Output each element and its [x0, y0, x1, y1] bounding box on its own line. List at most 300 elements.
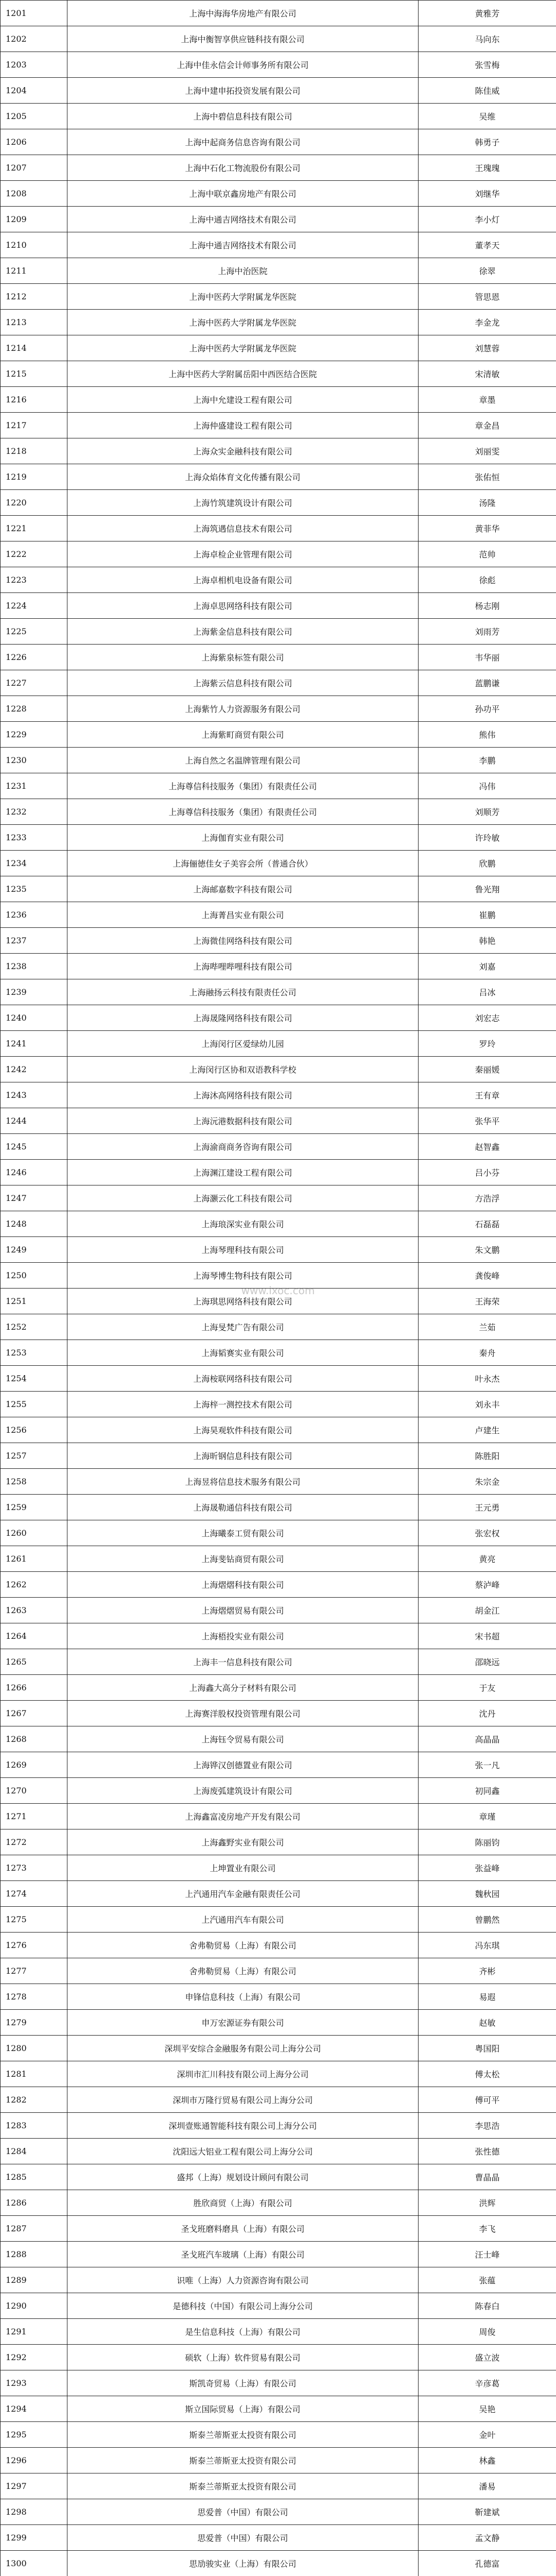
table-row: [1, 1, 556, 26]
table-row: [1, 78, 556, 104]
table-row: [1, 1417, 556, 1443]
company-name: 上海昱将信息技术服务有限公司: [67, 1469, 419, 1495]
row-number: 1227: [1, 670, 67, 696]
company-name: 上海琴理科技有限公司: [67, 1237, 419, 1263]
person-name: 吴维: [419, 104, 556, 129]
table-row: [1, 748, 556, 773]
company-name: 盛邦（上海）规划设计顾问有限公司: [67, 2164, 419, 2190]
table-row: [1, 1108, 556, 1134]
company-name: 上海中石化工物流股份有限公司: [67, 155, 419, 181]
person-name: 徐彪: [419, 567, 556, 593]
row-number: 1280: [1, 2036, 67, 2061]
row-number: 1288: [1, 2242, 67, 2267]
company-name: 上海众实金融科技有限公司: [67, 438, 419, 464]
company-name: 上海赛洋股权投资管理有限公司: [67, 1701, 419, 1726]
table-row: [1, 2216, 556, 2242]
company-name: 上海伽育实业有限公司: [67, 825, 419, 851]
person-name: 兰茹: [419, 1314, 556, 1340]
person-name: 黄亮: [419, 1546, 556, 1572]
table-row: [1, 26, 556, 52]
person-name: 周俊: [419, 2319, 556, 2345]
person-name: 吴艳: [419, 2396, 556, 2422]
row-number: 1236: [1, 902, 67, 928]
row-number: 1292: [1, 2345, 67, 2370]
table-row: [1, 2345, 556, 2370]
person-name: 沈丹: [419, 1701, 556, 1726]
row-number: 1286: [1, 2190, 67, 2216]
person-name: 韦华丽: [419, 645, 556, 670]
row-number: 1266: [1, 1675, 67, 1701]
company-name: 上海桉联网络科技有限公司: [67, 1366, 419, 1392]
company-name: 上海旻梵广告有限公司: [67, 1314, 419, 1340]
row-number: 1283: [1, 2113, 67, 2139]
row-number: 1278: [1, 1984, 67, 2010]
person-name: 黄菲华: [419, 516, 556, 541]
company-name: 上海韬赛实业有限公司: [67, 1340, 419, 1366]
person-name: 刘宏志: [419, 1005, 556, 1031]
row-number: 1272: [1, 1829, 67, 1855]
table-row: [1, 2113, 556, 2139]
row-number: 1229: [1, 722, 67, 748]
row-number: 1290: [1, 2293, 67, 2319]
company-name: 上海渊江建设工程有限公司: [67, 1160, 419, 1185]
row-number: 1233: [1, 825, 67, 851]
person-name: 王瑰瑰: [419, 155, 556, 181]
table-row: [1, 876, 556, 902]
row-number: 1226: [1, 645, 67, 670]
table-row: [1, 670, 556, 696]
table-row: [1, 1881, 556, 1907]
person-name: 李思浩: [419, 2113, 556, 2139]
person-name: 张蕴: [419, 2267, 556, 2293]
person-name: 吕小芬: [419, 1160, 556, 1185]
table-row: [1, 851, 556, 876]
company-name: 上海沅港数据科技有限公司: [67, 1108, 419, 1134]
table-row: [1, 1134, 556, 1160]
company-name: 上海鑫大高分子材料有限公司: [67, 1675, 419, 1701]
row-number: 1296: [1, 2448, 67, 2473]
person-name: 陈胜阳: [419, 1443, 556, 1469]
row-number: 1238: [1, 954, 67, 979]
table-row: [1, 1933, 556, 1958]
table-row: [1, 1289, 556, 1314]
table-row: [1, 52, 556, 78]
row-number: 1293: [1, 2370, 67, 2396]
table-row: [1, 2448, 556, 2473]
person-name: 卢建生: [419, 1417, 556, 1443]
row-number: 1252: [1, 1314, 67, 1340]
company-name: 上海中碧信息科技有限公司: [67, 104, 419, 129]
row-number: 1245: [1, 1134, 67, 1160]
table-row: [1, 1520, 556, 1546]
table-row: [1, 1366, 556, 1392]
person-name: 李鹏: [419, 748, 556, 773]
row-number: 1273: [1, 1855, 67, 1881]
person-name: 张性德: [419, 2139, 556, 2164]
table-row: [1, 1649, 556, 1675]
person-name: 叶永杰: [419, 1366, 556, 1392]
company-name: 斯泰兰蒂斯亚太投资有限公司: [67, 2422, 419, 2448]
person-name: 胡金江: [419, 1598, 556, 1623]
table-row: [1, 2551, 556, 2576]
person-name: 朱文鹏: [419, 1237, 556, 1263]
row-number: 1241: [1, 1031, 67, 1057]
company-name: 上海仲盛建设工程有限公司: [67, 413, 419, 438]
company-name: 上海中医药大学附属龙华医院: [67, 335, 419, 361]
table-row: [1, 438, 556, 464]
company-name: 圣戈班磨料磨具（上海）有限公司: [67, 2216, 419, 2242]
person-name: 王有章: [419, 1082, 556, 1108]
table-row: [1, 155, 556, 181]
table-row: [1, 516, 556, 541]
person-name: 熊伟: [419, 722, 556, 748]
table-row: [1, 258, 556, 284]
table-row: [1, 2293, 556, 2319]
person-name: 赵敏: [419, 2010, 556, 2036]
row-number: 1294: [1, 2396, 67, 2422]
row-number: 1234: [1, 851, 67, 876]
company-name: 上海中治医院: [67, 258, 419, 284]
table-row: [1, 2139, 556, 2164]
row-number: 1215: [1, 361, 67, 387]
company-name: 圣戈班汽车玻璃（上海）有限公司: [67, 2242, 419, 2267]
company-name: 是德科技（中国）有限公司上海分公司: [67, 2293, 419, 2319]
row-number: 1206: [1, 129, 67, 155]
company-name: 胜欣商贸（上海）有限公司: [67, 2190, 419, 2216]
table-row: [1, 1263, 556, 1289]
person-name: 张益峰: [419, 1855, 556, 1881]
row-number: 1213: [1, 310, 67, 335]
company-name: 上海曦泰工贸有限公司: [67, 1520, 419, 1546]
table-row: [1, 1057, 556, 1082]
table-row: [1, 1572, 556, 1598]
company-name: 上海卓相机电设备有限公司: [67, 567, 419, 593]
person-name: 潘易: [419, 2473, 556, 2499]
row-number: 1207: [1, 155, 67, 181]
company-name: 上汽通用汽车金融有限责任公司: [67, 1881, 419, 1907]
company-name: 上海梓一测控技术有限公司: [67, 1392, 419, 1417]
table-row: [1, 1752, 556, 1778]
person-name: 宋书超: [419, 1623, 556, 1649]
company-name: 上海灏云化工科技有限公司: [67, 1185, 419, 1211]
person-name: 李金龙: [419, 310, 556, 335]
company-name: 上海昕钢信息科技有限公司: [67, 1443, 419, 1469]
company-name: 斯凯奇贸易（上海）有限公司: [67, 2370, 419, 2396]
table-row: [1, 567, 556, 593]
table-row: [1, 1907, 556, 1933]
row-number: 1232: [1, 799, 67, 825]
company-name: 深圳市万隆行贸易有限公司上海分公司: [67, 2087, 419, 2113]
company-name: 思爱普（中国）有限公司: [67, 2525, 419, 2551]
company-name: 上海鑫野实业有限公司: [67, 1829, 419, 1855]
row-number: 1208: [1, 181, 67, 207]
table-row: [1, 2422, 556, 2448]
table-row: [1, 1237, 556, 1263]
table-row: [1, 1392, 556, 1417]
company-name: 上海中起商务信息咨询有限公司: [67, 129, 419, 155]
table-row: [1, 1082, 556, 1108]
company-name: 斯泰兰蒂斯亚太投资有限公司: [67, 2448, 419, 2473]
row-number: 1255: [1, 1392, 67, 1417]
table-row: [1, 696, 556, 722]
company-name: 上海俪徳佳女子美容会所（普通合伙）: [67, 851, 419, 876]
row-number: 1242: [1, 1057, 67, 1082]
table-row: [1, 2525, 556, 2551]
person-name: 范帅: [419, 541, 556, 567]
person-name: 龚俊峰: [419, 1263, 556, 1289]
table-row: [1, 1855, 556, 1881]
person-name: 刘嘉: [419, 954, 556, 979]
table-row: [1, 2164, 556, 2190]
table-row: [1, 104, 556, 129]
row-number: 1271: [1, 1804, 67, 1829]
person-name: 朱宗金: [419, 1469, 556, 1495]
row-number: 1220: [1, 490, 67, 516]
company-name: 上海紫町商贸有限公司: [67, 722, 419, 748]
table-row: [1, 1804, 556, 1829]
person-name: 刘永丰: [419, 1392, 556, 1417]
company-name: 上海中佳永信会计师事务所有限公司: [67, 52, 419, 78]
person-name: 罗玲: [419, 1031, 556, 1057]
table-row: [1, 2267, 556, 2293]
row-number: 1289: [1, 2267, 67, 2293]
table-row: [1, 1160, 556, 1185]
table-row: [1, 1546, 556, 1572]
table-row: [1, 1958, 556, 1984]
person-name: 刘雨芳: [419, 619, 556, 645]
company-name: 上海铧汉创德置业有限公司: [67, 1752, 419, 1778]
person-name: 冯东琪: [419, 1933, 556, 1958]
person-name: 于友: [419, 1675, 556, 1701]
person-name: 蓝鹏谦: [419, 670, 556, 696]
table-row: [1, 1495, 556, 1520]
row-number: 1212: [1, 284, 67, 310]
person-name: 赵智鑫: [419, 1134, 556, 1160]
company-name: 上海紫竹人力资源服务有限公司: [67, 696, 419, 722]
company-name: 上海渝商商务咨询有限公司: [67, 1134, 419, 1160]
table-row: [1, 1005, 556, 1031]
table-row: [1, 593, 556, 619]
person-name: 许玲敏: [419, 825, 556, 851]
person-name: 粤国阳: [419, 2036, 556, 2061]
table-row: [1, 2396, 556, 2422]
table-row: [1, 1031, 556, 1057]
person-name: 董孝天: [419, 232, 556, 258]
row-number: 1254: [1, 1366, 67, 1392]
person-name: 王海荣: [419, 1289, 556, 1314]
person-name: 初同鑫: [419, 1778, 556, 1804]
row-number: 1248: [1, 1211, 67, 1237]
company-name: 舍弗勒贸易（上海）有限公司: [67, 1958, 419, 1984]
row-number: 1211: [1, 258, 67, 284]
company-name: 上海闵行区爱绿幼儿园: [67, 1031, 419, 1057]
company-name: 上海尊信科技服务（集团）有限责任公司: [67, 799, 419, 825]
row-number: 1285: [1, 2164, 67, 2190]
table-row: [1, 2061, 556, 2087]
row-number: 1284: [1, 2139, 67, 2164]
company-name: 上海中衡智享供应链科技有限公司: [67, 26, 419, 52]
person-name: 章墨: [419, 387, 556, 413]
table-row: [1, 928, 556, 954]
row-number: 1239: [1, 979, 67, 1005]
company-name: 上海废弧建筑设计有限公司: [67, 1778, 419, 1804]
person-name: 方浩浮: [419, 1185, 556, 1211]
person-name: 蔡泸峰: [419, 1572, 556, 1598]
company-name: 上海梧投实业有限公司: [67, 1623, 419, 1649]
table-row: [1, 1778, 556, 1804]
person-name: 陈丽钧: [419, 1829, 556, 1855]
company-name: 上海邮嘉数字科技有限公司: [67, 876, 419, 902]
table-row: [1, 413, 556, 438]
row-number: 1209: [1, 207, 67, 232]
row-number: 1204: [1, 78, 67, 104]
row-number: 1300: [1, 2551, 67, 2576]
person-name: 汪士峰: [419, 2242, 556, 2267]
table-body: [1, 1, 556, 2576]
company-name: 上海中联京鑫房地产有限公司: [67, 181, 419, 207]
person-name: 刘丽雯: [419, 438, 556, 464]
person-name: 崔鹏: [419, 902, 556, 928]
table-row: [1, 2319, 556, 2345]
person-name: 韩艳: [419, 928, 556, 954]
company-name: 上海中医药大学附属龙华医院: [67, 310, 419, 335]
person-name: 石磊磊: [419, 1211, 556, 1237]
person-name: 汤隆: [419, 490, 556, 516]
person-name: 孔德富: [419, 2551, 556, 2576]
row-number: 1250: [1, 1263, 67, 1289]
row-number: 1201: [1, 1, 67, 26]
person-name: 易遐: [419, 1984, 556, 2010]
person-name: 陈佳威: [419, 78, 556, 104]
row-number: 1256: [1, 1417, 67, 1443]
row-number: 1243: [1, 1082, 67, 1108]
company-name: 上海紫云信息科技有限公司: [67, 670, 419, 696]
row-number: 1270: [1, 1778, 67, 1804]
company-name: 上海闵行区协和双语教科学校: [67, 1057, 419, 1082]
row-number: 1281: [1, 2061, 67, 2087]
row-number: 1282: [1, 2087, 67, 2113]
person-name: 张华平: [419, 1108, 556, 1134]
company-name: 深圳市汇川科技有限公司上海分公司: [67, 2061, 419, 2087]
table-row: [1, 1185, 556, 1211]
company-name: 上海晟勒通信科技有限公司: [67, 1495, 419, 1520]
person-name: 徐翠: [419, 258, 556, 284]
table-row: [1, 979, 556, 1005]
row-number: 1223: [1, 567, 67, 593]
person-name: 张雪梅: [419, 52, 556, 78]
company-name: 思爱普（中国）有限公司: [67, 2499, 419, 2525]
company-name: 上海竹筑建筑设计有限公司: [67, 490, 419, 516]
row-number: 1214: [1, 335, 67, 361]
company-name: 上海尊信科技服务（集团）有限责任公司: [67, 773, 419, 799]
table-row: [1, 310, 556, 335]
company-name: 沈阳远大铝业工程有限公司上海分公司: [67, 2139, 419, 2164]
person-name: 鲁光翔: [419, 876, 556, 902]
company-name: 上海钰令贸易有限公司: [67, 1726, 419, 1752]
company-name: 舍弗勒贸易（上海）有限公司: [67, 1933, 419, 1958]
company-name: 上海融扬云科技有限责任公司: [67, 979, 419, 1005]
person-name: 傅太松: [419, 2061, 556, 2087]
row-number: 1205: [1, 104, 67, 129]
company-name: 上汽通用汽车有限公司: [67, 1907, 419, 1933]
table-row: [1, 1726, 556, 1752]
row-number: 1235: [1, 876, 67, 902]
company-name: 申锋信息科技（上海）有限公司: [67, 1984, 419, 2010]
row-number: 1279: [1, 2010, 67, 2036]
person-name: 曹晶晶: [419, 2164, 556, 2190]
person-name: 盛立波: [419, 2345, 556, 2370]
row-number: 1264: [1, 1623, 67, 1649]
company-name: 上海琪思网络科技有限公司: [67, 1289, 419, 1314]
row-number: 1231: [1, 773, 67, 799]
row-number: 1274: [1, 1881, 67, 1907]
person-name: 刘慧蓉: [419, 335, 556, 361]
table-row: [1, 1211, 556, 1237]
row-number: 1261: [1, 1546, 67, 1572]
row-number: 1203: [1, 52, 67, 78]
row-number: 1217: [1, 413, 67, 438]
watermark: www.ixoc.com: [241, 1284, 315, 1297]
company-name: 上海紫金信息科技有限公司: [67, 619, 419, 645]
row-number: 1297: [1, 2473, 67, 2499]
person-name: 张一凡: [419, 1752, 556, 1778]
person-name: 靳建斌: [419, 2499, 556, 2525]
person-name: 秦丽媛: [419, 1057, 556, 1082]
person-name: 魏秋园: [419, 1881, 556, 1907]
table-row: [1, 361, 556, 387]
company-name: 上海中通吉网络技术有限公司: [67, 232, 419, 258]
table-row: [1, 207, 556, 232]
table-row: [1, 335, 556, 361]
row-number: 1246: [1, 1160, 67, 1185]
row-number: 1228: [1, 696, 67, 722]
person-name: 傅可平: [419, 2087, 556, 2113]
table-row: [1, 773, 556, 799]
company-name: 上海众焰体育文化传播有限公司: [67, 464, 419, 490]
company-name: 上海中医药大学附属龙华医院: [67, 284, 419, 310]
company-name: 上海卓检企业管理有限公司: [67, 541, 419, 567]
company-name: 识唯（上海）人力资源咨询有限公司: [67, 2267, 419, 2293]
table-row: [1, 799, 556, 825]
person-name: 高晶晶: [419, 1726, 556, 1752]
table-row: [1, 2087, 556, 2113]
table-row: [1, 2036, 556, 2061]
row-number: 1244: [1, 1108, 67, 1134]
company-name: 上海丰一信息科技有限公司: [67, 1649, 419, 1675]
table-row: [1, 541, 556, 567]
company-name: 上海沐高网络科技有限公司: [67, 1082, 419, 1108]
table-row: [1, 1340, 556, 1366]
person-name: 杨志刚: [419, 593, 556, 619]
company-name: 上海自然之名温牌管理有限公司: [67, 748, 419, 773]
row-number: 1291: [1, 2319, 67, 2345]
company-name: 上海微佳网络科技有限公司: [67, 928, 419, 954]
row-number: 1265: [1, 1649, 67, 1675]
person-name: 齐彬: [419, 1958, 556, 1984]
row-number: 1259: [1, 1495, 67, 1520]
person-name: 陈春白: [419, 2293, 556, 2319]
company-name: 上海哔哩哔哩科技有限公司: [67, 954, 419, 979]
table-row: [1, 284, 556, 310]
person-name: 张宏权: [419, 1520, 556, 1546]
row-number: 1257: [1, 1443, 67, 1469]
table-row: [1, 2190, 556, 2216]
row-number: 1262: [1, 1572, 67, 1598]
table-row: [1, 722, 556, 748]
person-name: 章金昌: [419, 413, 556, 438]
person-name: 刘顺芳: [419, 799, 556, 825]
company-name: 上海昊观软件科技有限公司: [67, 1417, 419, 1443]
